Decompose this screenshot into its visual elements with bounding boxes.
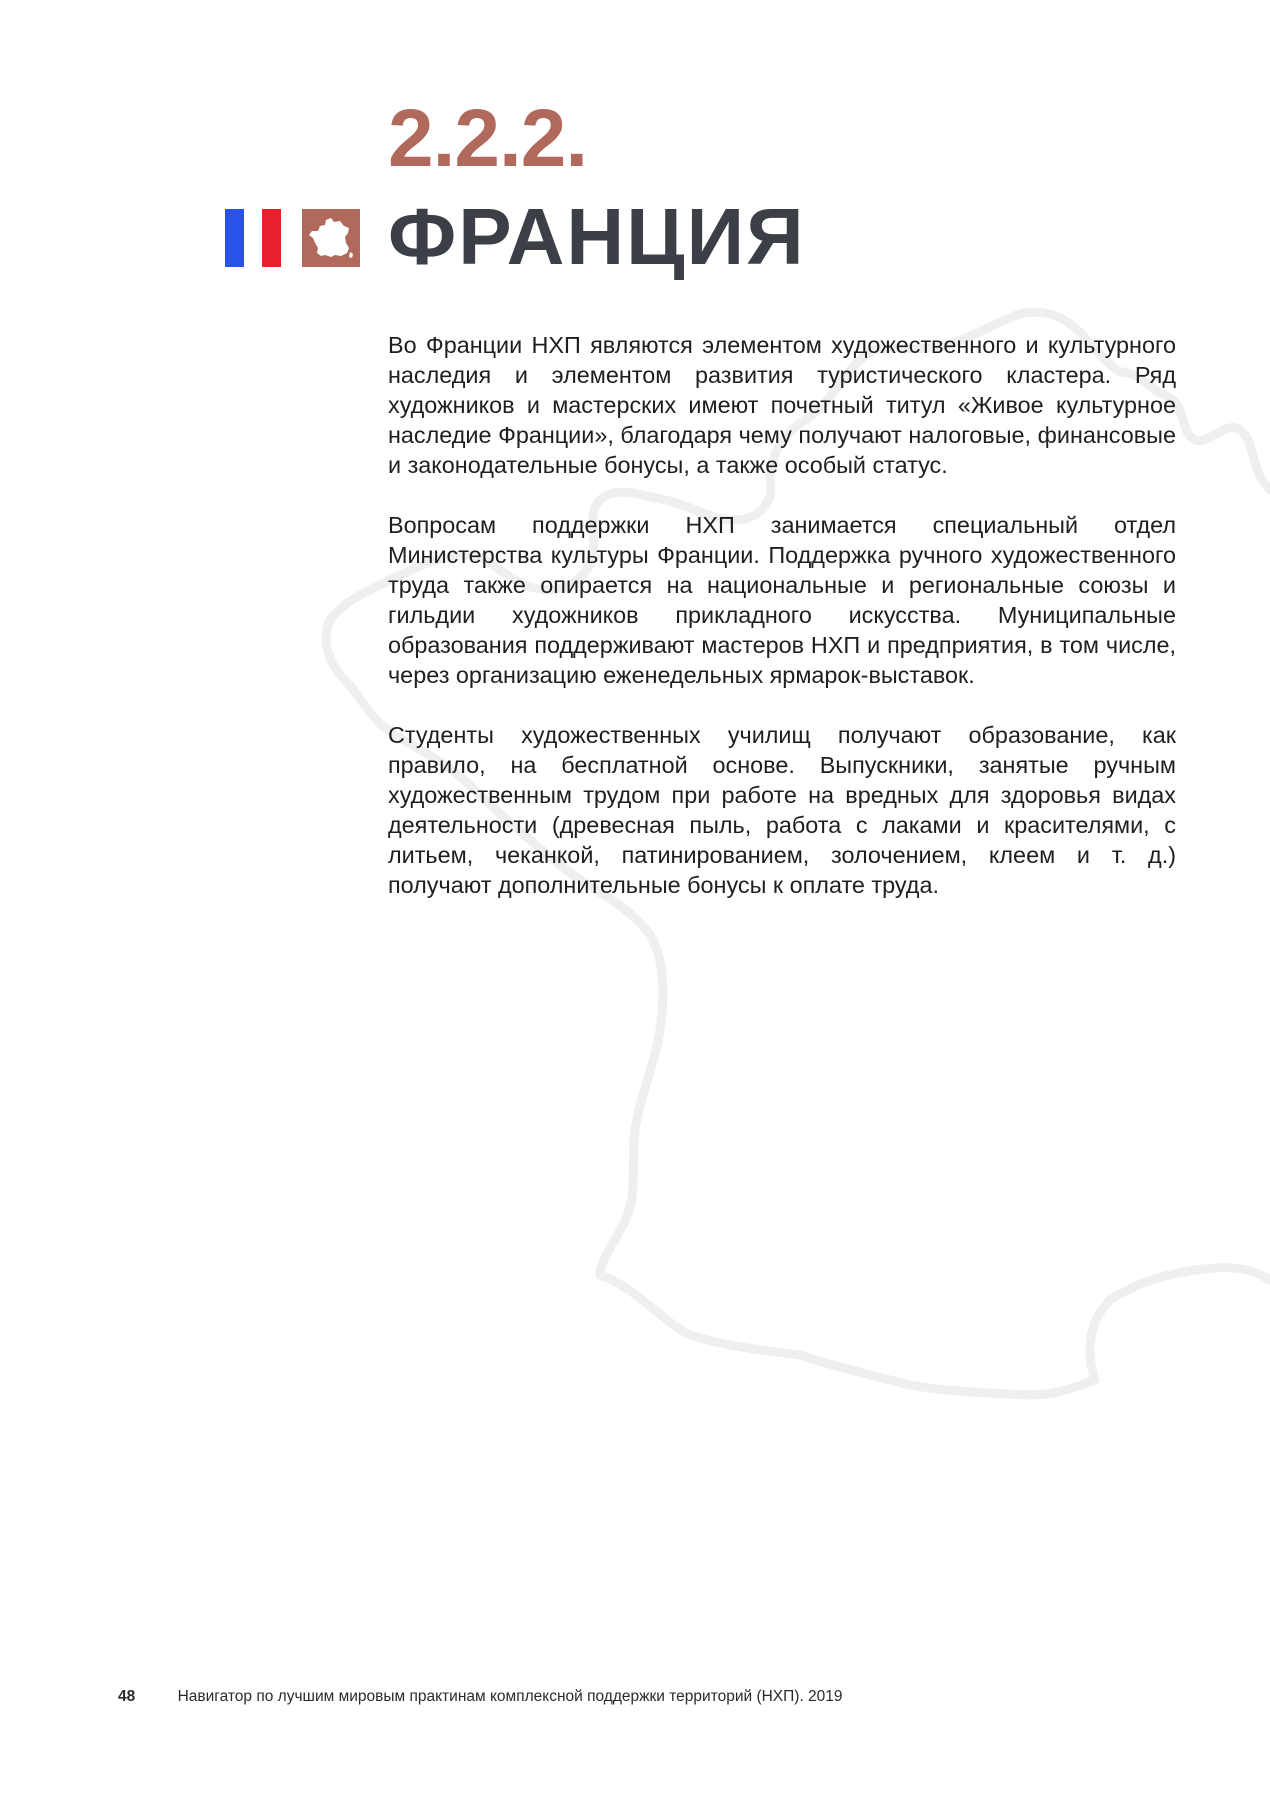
section-number: 2.2.2. [388, 93, 588, 184]
body-text [388, 330, 1176, 930]
flag-blue-stripe [225, 209, 244, 267]
paragraph-3: Студенты художественных училищ получают образование, как правило, на бесплатной основе. Выпускники, занятые ручным художественным трудом при работе на вредных для здоровья видах деятельности (древесная пыль, работа с лаками и красителями, с литьем, чеканкой, патинированием, золочением, клеем и т. д.) получают дополнительные бонусы к оплате труда. [388, 722, 1176, 898]
france-flag-icon [225, 209, 281, 267]
footer-text: Навигатор по лучшим мировым практинам комплексной поддержки территорий (НХП). 2019 [177, 1688, 843, 1705]
page-number: 48 [118, 1688, 136, 1705]
france-map-icon [302, 209, 360, 267]
paragraph-1: Во Франции НХП являются элементом художественного и культурного наследия и элементом развития туристического кластера. Ряд художников и мастерских имеют почетный титул «Живое культурное наследие Франции», благодаря чему получают налоговые, финансовые и законодательные бонусы, а также особый статус. [388, 332, 1176, 478]
flag-red-stripe [262, 209, 281, 267]
page-title: ФРАНЦИЯ [388, 192, 806, 281]
paragraph-2: Вопросам поддержки НХП занимается специальный отдел Министерства культуры Франции. Поддержка ручного художественного труда также опирается на национальные и региональные союзы и гильдии художников прикладного искусства. Муниципальные образования поддерживают мастеров НХП и предприятия, в том числе, через организацию еженедельных ярмарок-выставок. [388, 512, 1176, 688]
page-footer [118, 1688, 843, 1706]
